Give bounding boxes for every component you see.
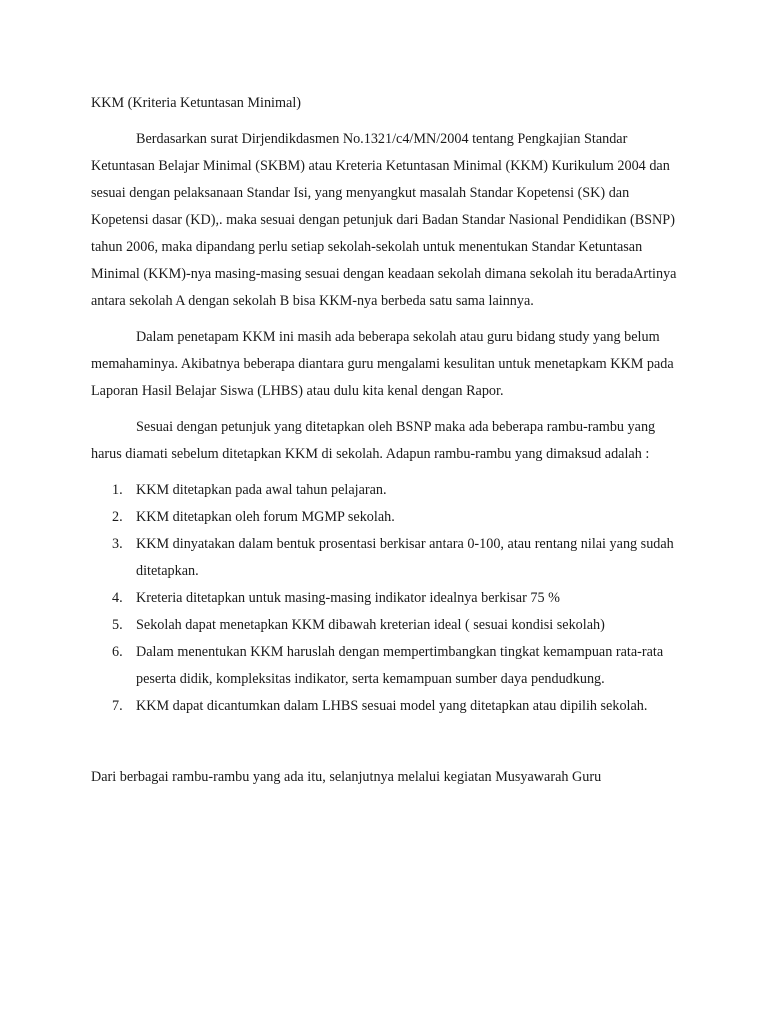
list-item [91, 585, 681, 612]
list-item [91, 504, 681, 531]
list-item [91, 531, 681, 585]
list-item-text: KKM dinyatakan dalam bentuk prosentasi berkisar antara 0-100, atau rentang nilai yang sudah ditetapkan. [136, 536, 674, 579]
rules-list [91, 477, 681, 720]
closing-paragraph: Dari berbagai rambu-rambu yang ada itu, selanjutnya melalui kegiatan Musyawarah Guru [91, 769, 602, 785]
list-item-number: 5. [112, 617, 123, 633]
list-item-number: 4. [112, 590, 123, 606]
list-item-text: KKM ditetapkan oleh forum MGMP sekolah. [136, 509, 395, 525]
document-title: KKM (Kriteria Ketuntasan Minimal) [91, 95, 301, 111]
document-content [91, 90, 681, 805]
list-item [91, 639, 681, 693]
list-item [91, 612, 681, 639]
list-item-text: Kreteria ditetapkan untuk masing-masing indikator idealnya berkisar 75 % [136, 590, 560, 606]
list-item-number: 1. [112, 482, 123, 498]
list-item-number: 3. [112, 536, 123, 552]
list-item-text: KKM dapat dicantumkan dalam LHBS sesuai model yang ditetapkan atau dipilih sekolah. [136, 698, 648, 714]
list-item-number: 2. [112, 509, 123, 525]
list-item [91, 693, 681, 720]
list-item-number: 7. [112, 698, 123, 714]
paragraph-2: Dalam penetapam KKM ini masih ada beberapa sekolah atau guru bidang study yang belum memahaminya. Akibatnya beberapa diantara guru mengalami kesulitan untuk menetapkam KKM pada Laporan Hasil Belajar Siswa (LHBS) atau dulu kita kenal dengan Rapor. [91, 329, 674, 399]
list-item [91, 477, 681, 504]
list-item-number: 6. [112, 644, 123, 660]
list-item-text: Dalam menentukan KKM haruslah dengan mempertimbangkan tingkat kemampuan rata-rata peserta didik, kompleksitas indikator, serta kemampuan sumber daya pendudkung. [136, 644, 664, 687]
paragraph-1: Berdasarkan surat Dirjendikdasmen No.1321/c4/MN/2004 tentang Pengkajian Standar Ketuntasan Belajar Minimal (SKBM) atau Kreteria Ketuntasan Minimal (KKM) Kurikulum 2004 dan sesuai dengan pelaksanaan Standar Isi, yang menyangkut masalah Standar Kopetensi (SK) dan Kopetensi dasar (KD),. maka sesuai dengan petunjuk dari Badan Standar Nasional Pendidikan (BSNP) tahun 2006, maka dipandang perlu setiap sekolah-sekolah untuk menentukan Standar Ketuntasan Minimal (KKM)-nya masing-masing sesuai dengan keadaan sekolah dimana sekolah itu beradaArtinya antara sekolah A dengan sekolah B bisa KKM-nya berbeda satu sama lainnya. [91, 131, 677, 309]
paragraph-3: Sesuai dengan petunjuk yang ditetapkan oleh BSNP maka ada beberapa rambu-rambu yang harus diamati sebelum ditetapkan KKM di sekolah. Adapun rambu-rambu yang dimaksud adalah : [91, 419, 656, 462]
list-item-text: Sekolah dapat menetapkan KKM dibawah kreterian ideal ( sesuai kondisi sekolah) [136, 617, 605, 633]
list-item-text: KKM ditetapkan pada awal tahun pelajaran. [136, 482, 387, 498]
